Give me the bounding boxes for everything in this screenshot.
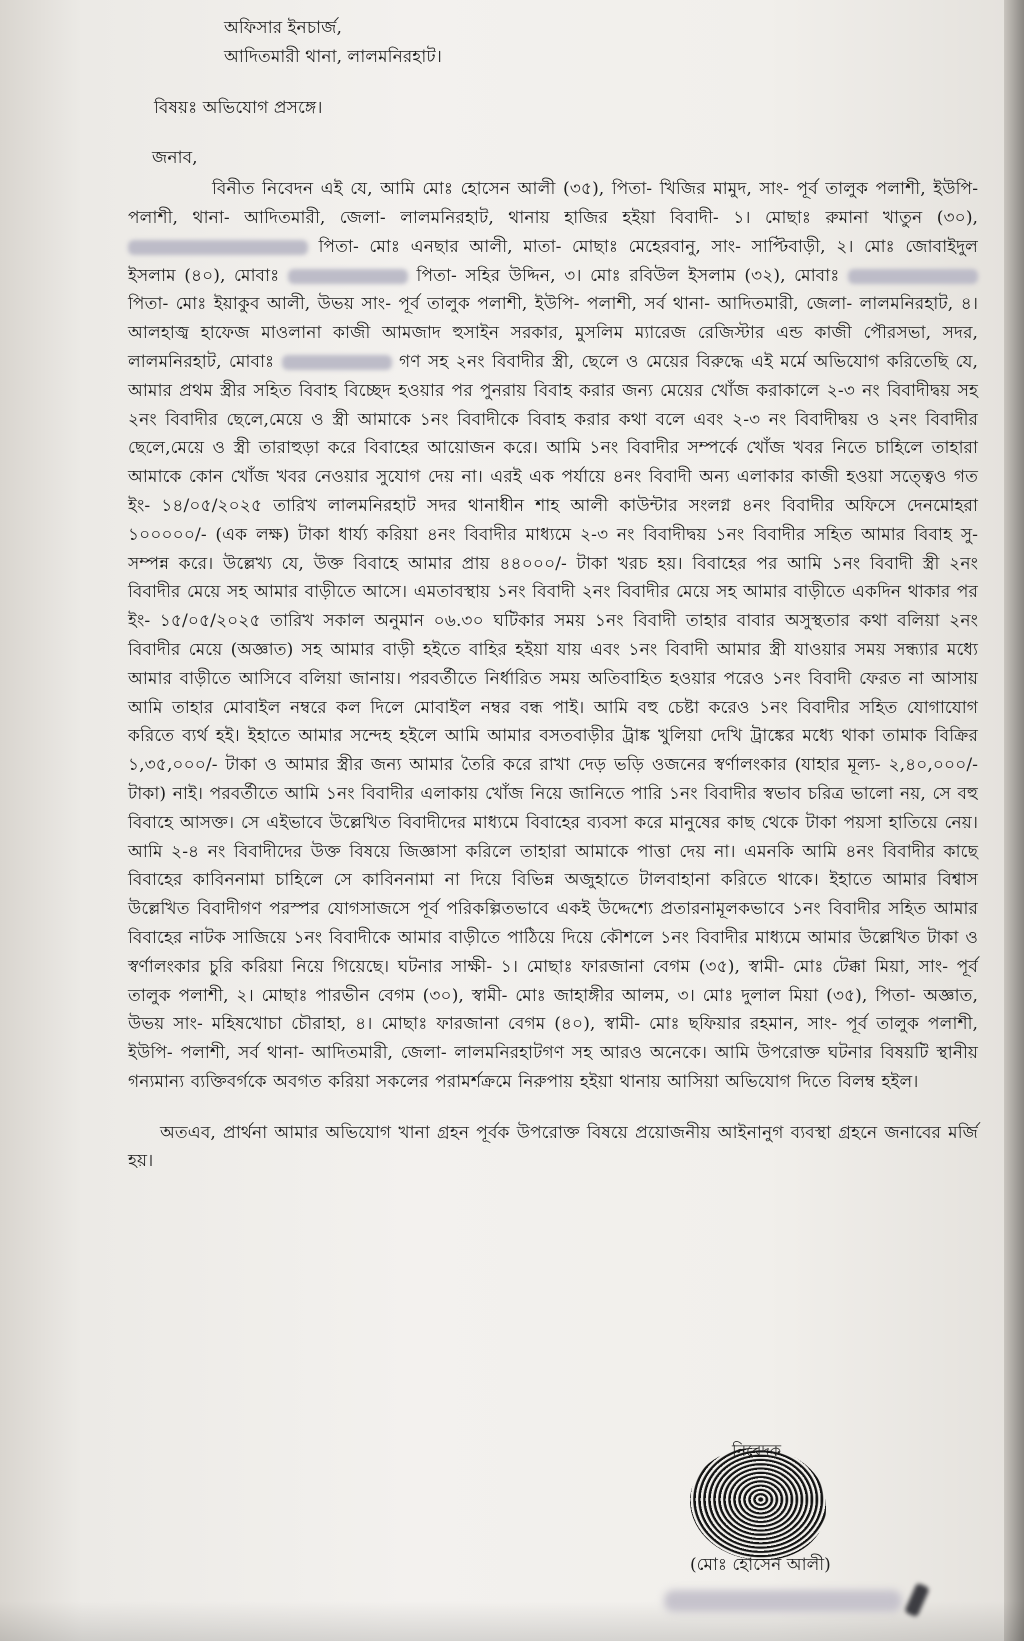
letter-body <box>128 175 978 1097</box>
redacted-phone-3 <box>848 269 978 284</box>
closing-request: অতএব, প্রার্থনা আমার অভিযোগ খানা গ্রহন পূর্বক উপরোক্ত বিষয়ে প্রয়োজনীয় আইনানুগ ব্যবস্থা গ্রহনে জনাবের মর্জি হয়। <box>128 1122 978 1172</box>
body-seg3: পিতা- সহির উদ্দিন, ৩। মোঃ রবিউল ইসলাম (৩২), মোবাঃ <box>416 265 840 286</box>
body-intro: বিনীত নিবেদন এই যে, আমি মোঃ হোসেন আলী (৩৫), পিতা- খিজির মামুদ, সাং- পূর্ব তালুক পলাশী, ইউপি- পলাশী, থানা- আদিতমারী, জেলা- লালমনিরহাট, থানায় হাজির হইয়া বিবাদী- ১। মোছাঃ রুমানা খাতুন (৩০), <box>128 179 978 228</box>
page-edge-shadow <box>1004 0 1024 1641</box>
signer-name: (মোঃ হোসেন আলী) <box>690 1555 831 1575</box>
complaint-letter <box>128 14 978 1176</box>
subject-line: বিষয়ঃ অভিযোগ প্রসঙ্গে। <box>154 97 323 118</box>
salutation: জনাব, <box>152 148 198 169</box>
redacted-phone-4 <box>282 355 392 370</box>
recipient-address: আদিতমারী থানা, লালমনিরহাট। <box>224 46 442 67</box>
redacted-name-1 <box>128 240 308 255</box>
recipient-title: অফিসার ইনচার্জ, <box>224 18 342 38</box>
body-main: গণ সহ ২নং বিবাদীর স্ত্রী, ছেলে ও মেয়ের বিরুদ্ধে এই মর্মে অভিযোগ করিতেছি যে, আমার প্রথম স্ত্রীর সহিত বিবাহ বিচ্ছেদ হওয়ার পর পুনরায় বিবাহ করার জন্য মেয়ের খোঁজ করাকালে ২-৩ নং বিবাদীদ্বয় সহ ২নং বিবাদীর ছেলে,মেয়ে ও স্ত্রী আমাকে ১নং বিবাদীকে বিবাহ করার কথা বলে এবং ২-৩ নং বিবাদীদ্বয় ও ২নং বিবাদীর ছেলে,মেয়ে ও স্ত্রী তারাহুড়া করে বিবাহের আয়োজন করে। আমি ১নং বিবাদীর সম্পর্কে খোঁজ খবর নিতে চাহিলে তাহারা আমাকে কোন খোঁজ খবর নেওয়ার সুযোগ দেয় না। এরই এক পর্যায়ে ৪নং বিবাদী অন্য এলাকার কাজী হওয়া সত্ত্বেও গত ইং- ১৪/০৫/২০২৫ তারিখ লালমনিরহাট সদর থানাধীন শাহ আলী কাউন্টার সংলগ্ন ৪নং বিবাদীর অফিসে দেনমোহরা ১০০০০০/- (এক লক্ষ) টাকা ধার্য্য করিয়া ৪নং বিবাদীর মাধ্যমে ২-৩ নং বিবাদীদ্বয় ১নং বিবাদীর সহিত আমার বিবাহ সু-সম্পন্ন করে। উল্লেখ্য যে, উক্ত বিবাহে আমার প্রায় ৪৪০০০/- টাকা খরচ হয়। বিবাহের পর আমি ১নং বিবাদী স্ত্রী ২নং বিবাদীর মেয়ে সহ আমার বাড়ীতে আসে। এমতাবস্থায় ১নং বিবাদী ২নং বিবাদীর মেয়ে সহ আমার বাড়ীতে একদিন থাকার পর ইং- ১৫/০৫/২০২৫ তারিখ সকাল অনুমান ০৬.৩০ ঘটিকার সময় ১নং বিবাদী তাহার বাবার অসুস্থতার কথা বলিয়া ২নং বিবাদীর মেয়ে (অজ্ঞাত) সহ আমার বাড়ী হইতে বাহির হইয়া যায় এবং ১নং বিবাদী আমার স্ত্রী যাওয়ার সময় সন্ধ্যার মধ্যে আমার বাড়ীতে আসিবে বলিয়া জানায়। পরবর্তীতে নির্ধারিত সময় অতিবাহিত হওয়ার পরেও ১নং বিবাদী ফেরত না আসায় আমি তাহার মোবাইল নম্বরে কল দিলে মোবাইল নম্বর বন্ধ পাই। আমি বহু চেষ্টা করেও ১নং বিবাদীর সহিত যোগাযোগ করিতে ব্যর্থ হই। ইহাতে আমার সন্দেহ হইলে আমি আমার বসতবাড়ীর ট্রাঙ্ক খুলিয়া দেখি ট্রাঙ্কের মধ্যে থাকা তামাক বিক্রির ১,৩৫,০০০/- টাকা ও আমার স্ত্রীর জন্য আমার তৈরি করে রাখা দেড় ভড়ি ওজনের স্বর্ণালংকার (যাহার মূল্য- ২,৪০,০০০/- টাকা) নাই। পরবর্তীতে আমি ১নং বিবাদীর এলাকায় খোঁজ নিয়ে জানিতে পারি ১নং বিবাদীর স্বভাব চরিত্র ভালো নয়, সে বহু বিবাহে আসক্ত। সে এইভাবে উল্লেখিত বিবাদীদের মাধ্যমে বিবাহের ব্যবসা করে মানুষের কাছ থেকে টাকা পয়সা হাতিয়ে নেয়। আমি ২-৪ নং বিবাদীদের উক্ত বিষয়ে জিজ্ঞাসা করিলে তাহারা আমাকে পাত্তা দেয় না। এমনকি আমি ৪নং বিবাদীর কাছে বিবাহের কাবিননামা চাহিলে সে কাবিননামা না দিয়ে বিভিন্ন অজুহাতে টালবাহানা করিতে থাকে। ইহাতে আমার বিশ্বাস উল্লেখিত বিবাদীগণ পরস্পর যোগসাজসে পূর্ব পরিকল্পিতভাবে একই উদ্দেশ্যে প্রতারনামূলকভাবে ১নং বিবাদীর সহিত আমার বিবাহের নাটক সাজিয়ে ১নং বিবাদীকে আমার বাড়ীতে পাঠিয়ে দিয়ে কৌশলে ১নং বিবাদীর মাধ্যমে আমার উল্লেখিত টাকা ও স্বর্ণালংকার চুরি করিয়া নিয়ে গিয়েছে। ঘটনার সাক্ষী- ১। মোছাঃ ফারজানা বেগম (৩৫), স্বামী- মোঃ টেক্কা মিয়া, সাং- পূর্ব তালুক পলাশী, ২। মোছাঃ পারভীন বেগম (৩০), স্বামী- মোঃ জাহাঙ্গীর আলম, ৩। মোঃ দুলাল মিয়া (৩৫), পিতা- অজ্ঞাত, উভয় সাং- মহিষখোচা চৌরাহা, ৪। মোছাঃ ফারজানা বেগম (৪০), স্বামী- মোঃ ছফিয়ার রহমান, সাং- পূর্ব তালুক পলাশী, ইউপি- পলাশী, সর্ব থানা- আদিতমারী, জেলা- লালমনিরহাটগণ সহ আরও অনেকে। আমি উপরোক্ত ঘটনার বিষয়টি স্থানীয় গন্যমান্য ব্যক্তিবর্গকে অবগত করিয়া সকলের পরামর্শক্রমে নিরুপায় হইয়া থানায় আসিয়া অভিযোগ দিতে বিলম্ব হইল। <box>128 351 978 1092</box>
redacted-phone-2 <box>288 269 408 284</box>
redacted-signature <box>664 1590 902 1612</box>
body-seg2: পিতা- মোঃ এনছার আলী, মাতা- মোছাঃ মেহেরবানু, সাং- সাপ্টিবাড়ী, ২। মোঃ জোবাইদুল ইসলাম (৪০), মোবাঃ <box>128 236 978 286</box>
body-seg4: পিতা- মোঃ ইয়াকুব আলী, উভয় সাং- পূর্ব তালুক পলাশী, ইউপি- পলাশী, সর্ব থানা- আদিতমারী, জেলা- লালমনিরহাট, ৪। আলহাজ্ব হাফেজ মাওলানা কাজী আমজাদ হুসাইন সরকার, মুসলিম ম্যারেজ রেজিস্টার এন্ড কাজী পৌরসভা, সদর, লালমনিরহাট, মোবাঃ <box>128 294 978 372</box>
signature-block <box>672 1438 872 1568</box>
signature-label: নিবেদক <box>732 1441 782 1460</box>
